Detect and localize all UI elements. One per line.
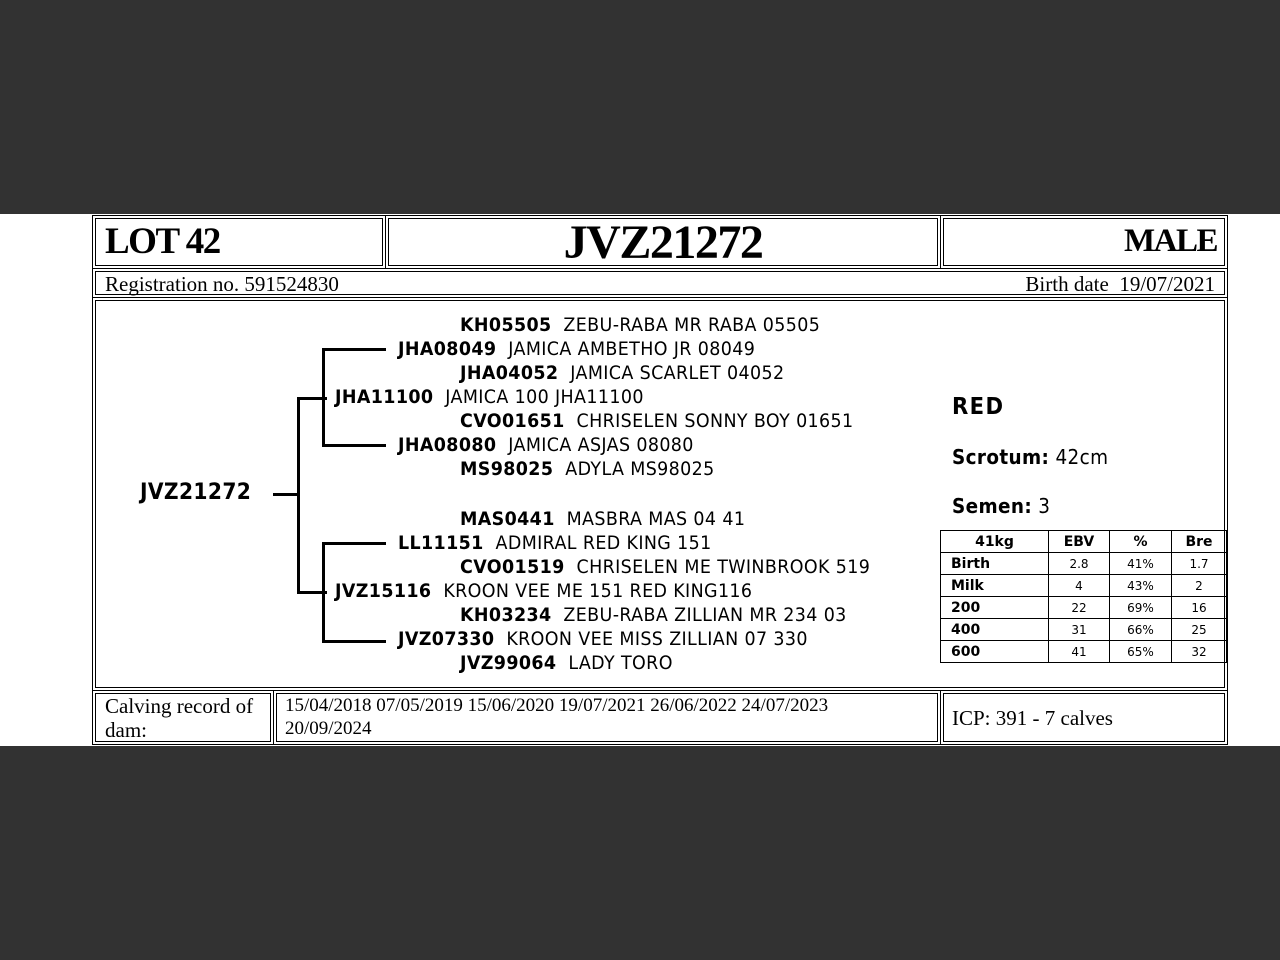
ebv-cell: 4 — [1049, 575, 1110, 597]
bracket-line — [322, 348, 386, 351]
sex-label: MALE — [1124, 223, 1217, 259]
bracket-line — [322, 640, 386, 643]
pedigree-entry: JVZ15116 KROON VEE ME 151 RED KING116 — [335, 580, 753, 602]
row-label: Milk — [941, 575, 1049, 597]
bracket-line — [297, 397, 300, 593]
icp-cell — [940, 690, 1228, 745]
bracket-line — [322, 348, 325, 447]
bre-cell: 2 — [1172, 575, 1227, 597]
pedigree-entry: CVO01519 CHRISELEN ME TWINBROOK 519 — [460, 556, 871, 578]
pedigree-entry: JVZ07330 KROON VEE MISS ZILLIAN 07 330 — [398, 628, 808, 650]
row-label: 200 — [941, 597, 1049, 619]
sex-cell — [940, 215, 1228, 269]
ebv-table — [940, 530, 1227, 663]
calving-dates: 15/04/2018 07/05/2019 15/06/2020 19/07/2021 26/06/2022 24/07/2023 20/09/2024 — [285, 695, 829, 739]
pct-cell: 66% — [1110, 619, 1172, 641]
ebv-header: % — [1110, 531, 1172, 553]
calving-label-cell — [92, 690, 274, 745]
registration-number: Registration no. 591524830 — [105, 272, 339, 296]
pct-cell: 65% — [1110, 641, 1172, 663]
pedigree-entry: JHA08049 JAMICA AMBETHO JR 08049 — [398, 338, 756, 360]
animal-id-cell — [385, 215, 941, 269]
registration-row — [92, 268, 1228, 298]
bracket-line — [322, 542, 325, 641]
ebv-header: EBV — [1049, 531, 1110, 553]
pct-cell: 69% — [1110, 597, 1172, 619]
pedigree-entry: CVO01651 CHRISELEN SONNY BOY 01651 — [460, 410, 854, 432]
pct-cell: 43% — [1110, 575, 1172, 597]
semen-value: Semen: 3 — [952, 494, 1051, 518]
lot-card — [0, 214, 1280, 746]
table-row — [941, 553, 1227, 575]
table-row — [941, 597, 1227, 619]
ebv-header: 41kg — [941, 531, 1049, 553]
row-label: 600 — [941, 641, 1049, 663]
table-row — [941, 641, 1227, 663]
table-row — [941, 619, 1227, 641]
birth-date: Birth date 19/07/2021 — [1025, 272, 1215, 296]
ebv-cell: 2.8 — [1049, 553, 1110, 575]
calving-label: Calving record of dam: — [105, 694, 254, 742]
pedigree-entry: KH05505 ZEBU-RABA MR RABA 05505 — [460, 314, 821, 336]
ebv-cell: 41 — [1049, 641, 1110, 663]
colour-label: RED — [952, 394, 1005, 420]
bracket-line — [273, 493, 298, 496]
calving-dates-cell — [273, 690, 941, 745]
pedigree-entry: JVZ99064 LADY TORO — [460, 652, 673, 674]
ebv-header-row — [941, 531, 1227, 553]
bre-cell: 25 — [1172, 619, 1227, 641]
lot-cell — [92, 215, 386, 269]
pedigree-entry: MS98025 ADYLA MS98025 — [460, 458, 715, 480]
pedigree-subject: JVZ21272 — [140, 480, 252, 505]
row-label: Birth — [941, 553, 1049, 575]
pedigree-entry: LL11151 ADMIRAL RED KING 151 — [398, 532, 712, 554]
table-row — [941, 575, 1227, 597]
bre-cell: 16 — [1172, 597, 1227, 619]
lot-number: LOT 42 — [105, 221, 220, 262]
pedigree-entry: JHA08080 JAMICA ASJAS 08080 — [398, 434, 694, 456]
bracket-line — [322, 542, 386, 545]
icp-value: ICP: 391 - 7 calves — [952, 706, 1113, 730]
animal-id-title: JVZ21272 — [563, 216, 763, 269]
ebv-header: Bre — [1172, 531, 1227, 553]
bre-cell: 1.7 — [1172, 553, 1227, 575]
pedigree-entry: JHA11100 JAMICA 100 JHA11100 — [335, 386, 644, 408]
pedigree-entry: KH03234 ZEBU-RABA ZILLIAN MR 234 03 — [460, 604, 847, 626]
ebv-cell: 22 — [1049, 597, 1110, 619]
bracket-line — [322, 444, 386, 447]
pedigree-entry: MAS0441 MASBRA MAS 04 41 — [460, 508, 746, 530]
row-label: 400 — [941, 619, 1049, 641]
bre-cell: 32 — [1172, 641, 1227, 663]
pct-cell: 41% — [1110, 553, 1172, 575]
ebv-cell: 31 — [1049, 619, 1110, 641]
pedigree-entry: JHA04052 JAMICA SCARLET 04052 — [460, 362, 785, 384]
scrotum-value: Scrotum: 42cm — [952, 445, 1109, 469]
